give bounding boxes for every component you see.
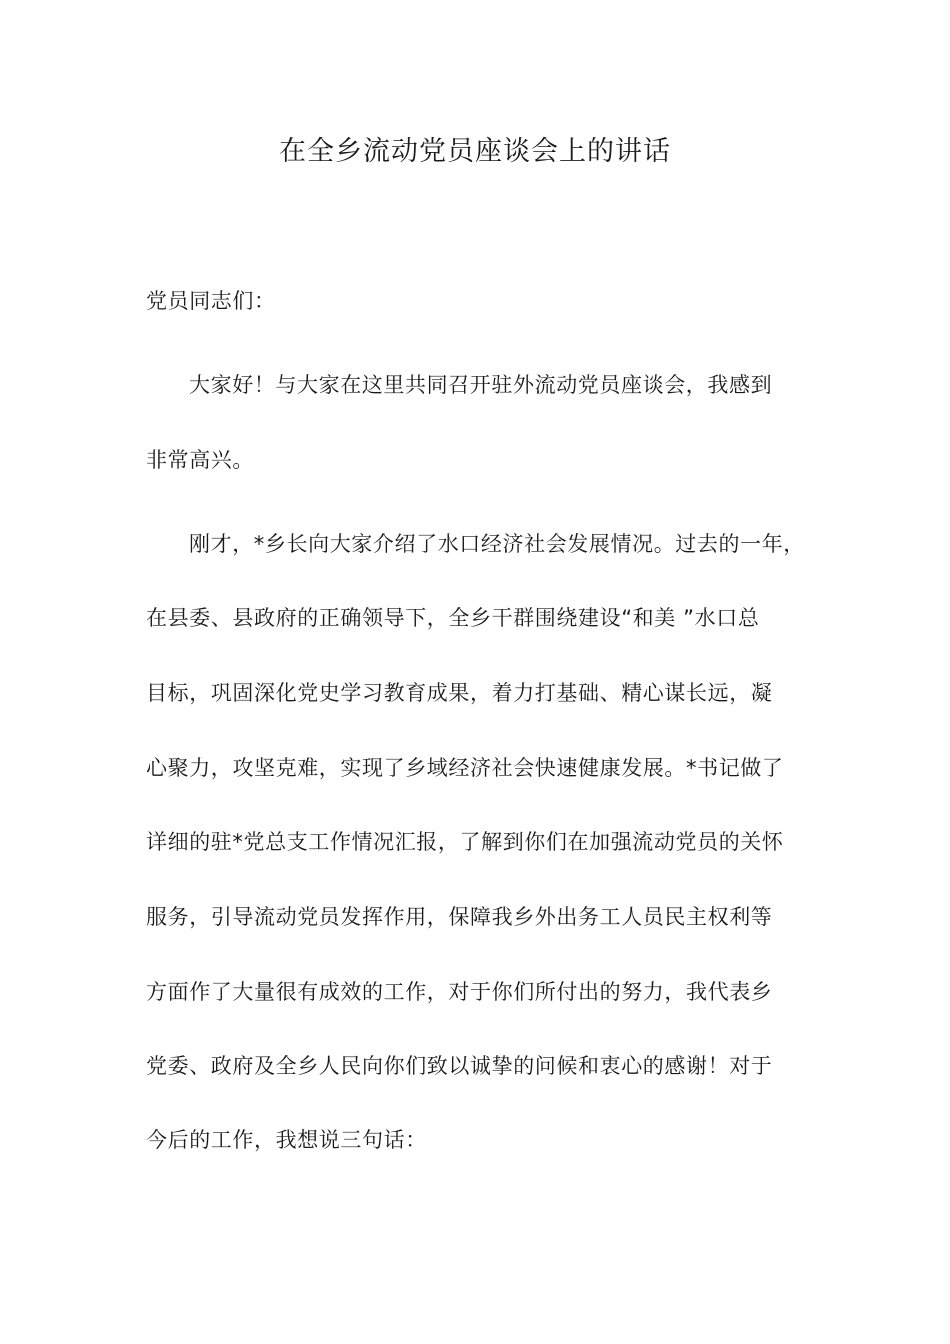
paragraph-2-line-5: 详细的驻*党总支工作情况汇报，了解到你们在加强流动党员的关怀: [146, 830, 784, 854]
paragraph-2-line-8: 党委、政府及全乡人民向你们致以诚挚的问候和衷心的感谢！对于: [146, 1054, 773, 1078]
paragraph-2-line-4: 心聚力，攻坚克难，实现了乡域经济社会快速健康发展。*书记做了: [146, 756, 784, 780]
paragraph-1-line-1: 大家好！与大家在这里共同召开驻外流动党员座谈会，我感到: [189, 373, 773, 397]
paragraph-2-line-7: 方面作了大量很有成效的工作，对于你们所付出的努力，我代表乡: [146, 980, 773, 1004]
document-title: 在全乡流动党员座谈会上的讲话: [279, 136, 671, 167]
paragraph-2-line-3: 目标，巩固深化党史学习教育成果，着力打基础、精心谋长远，凝: [146, 681, 773, 705]
paragraph-1-line-2: 非常高兴。: [146, 448, 254, 472]
salutation: 党员同志们：: [146, 289, 276, 313]
paragraph-2-line-9: 今后的工作，我想说三句话：: [146, 1128, 427, 1152]
paragraph-2-line-2: 在县委、县政府的正确领导下，全乡干群围绕建设“和美 ”水口总: [146, 606, 760, 630]
paragraph-2-line-6: 服务，引导流动党员发挥作用，保障我乡外出务工人员民主权利等: [146, 905, 773, 929]
paragraph-2-line-1: 刚才，*乡长向大家介绍了水口经济社会发展情况。过去的一年，: [189, 532, 805, 556]
